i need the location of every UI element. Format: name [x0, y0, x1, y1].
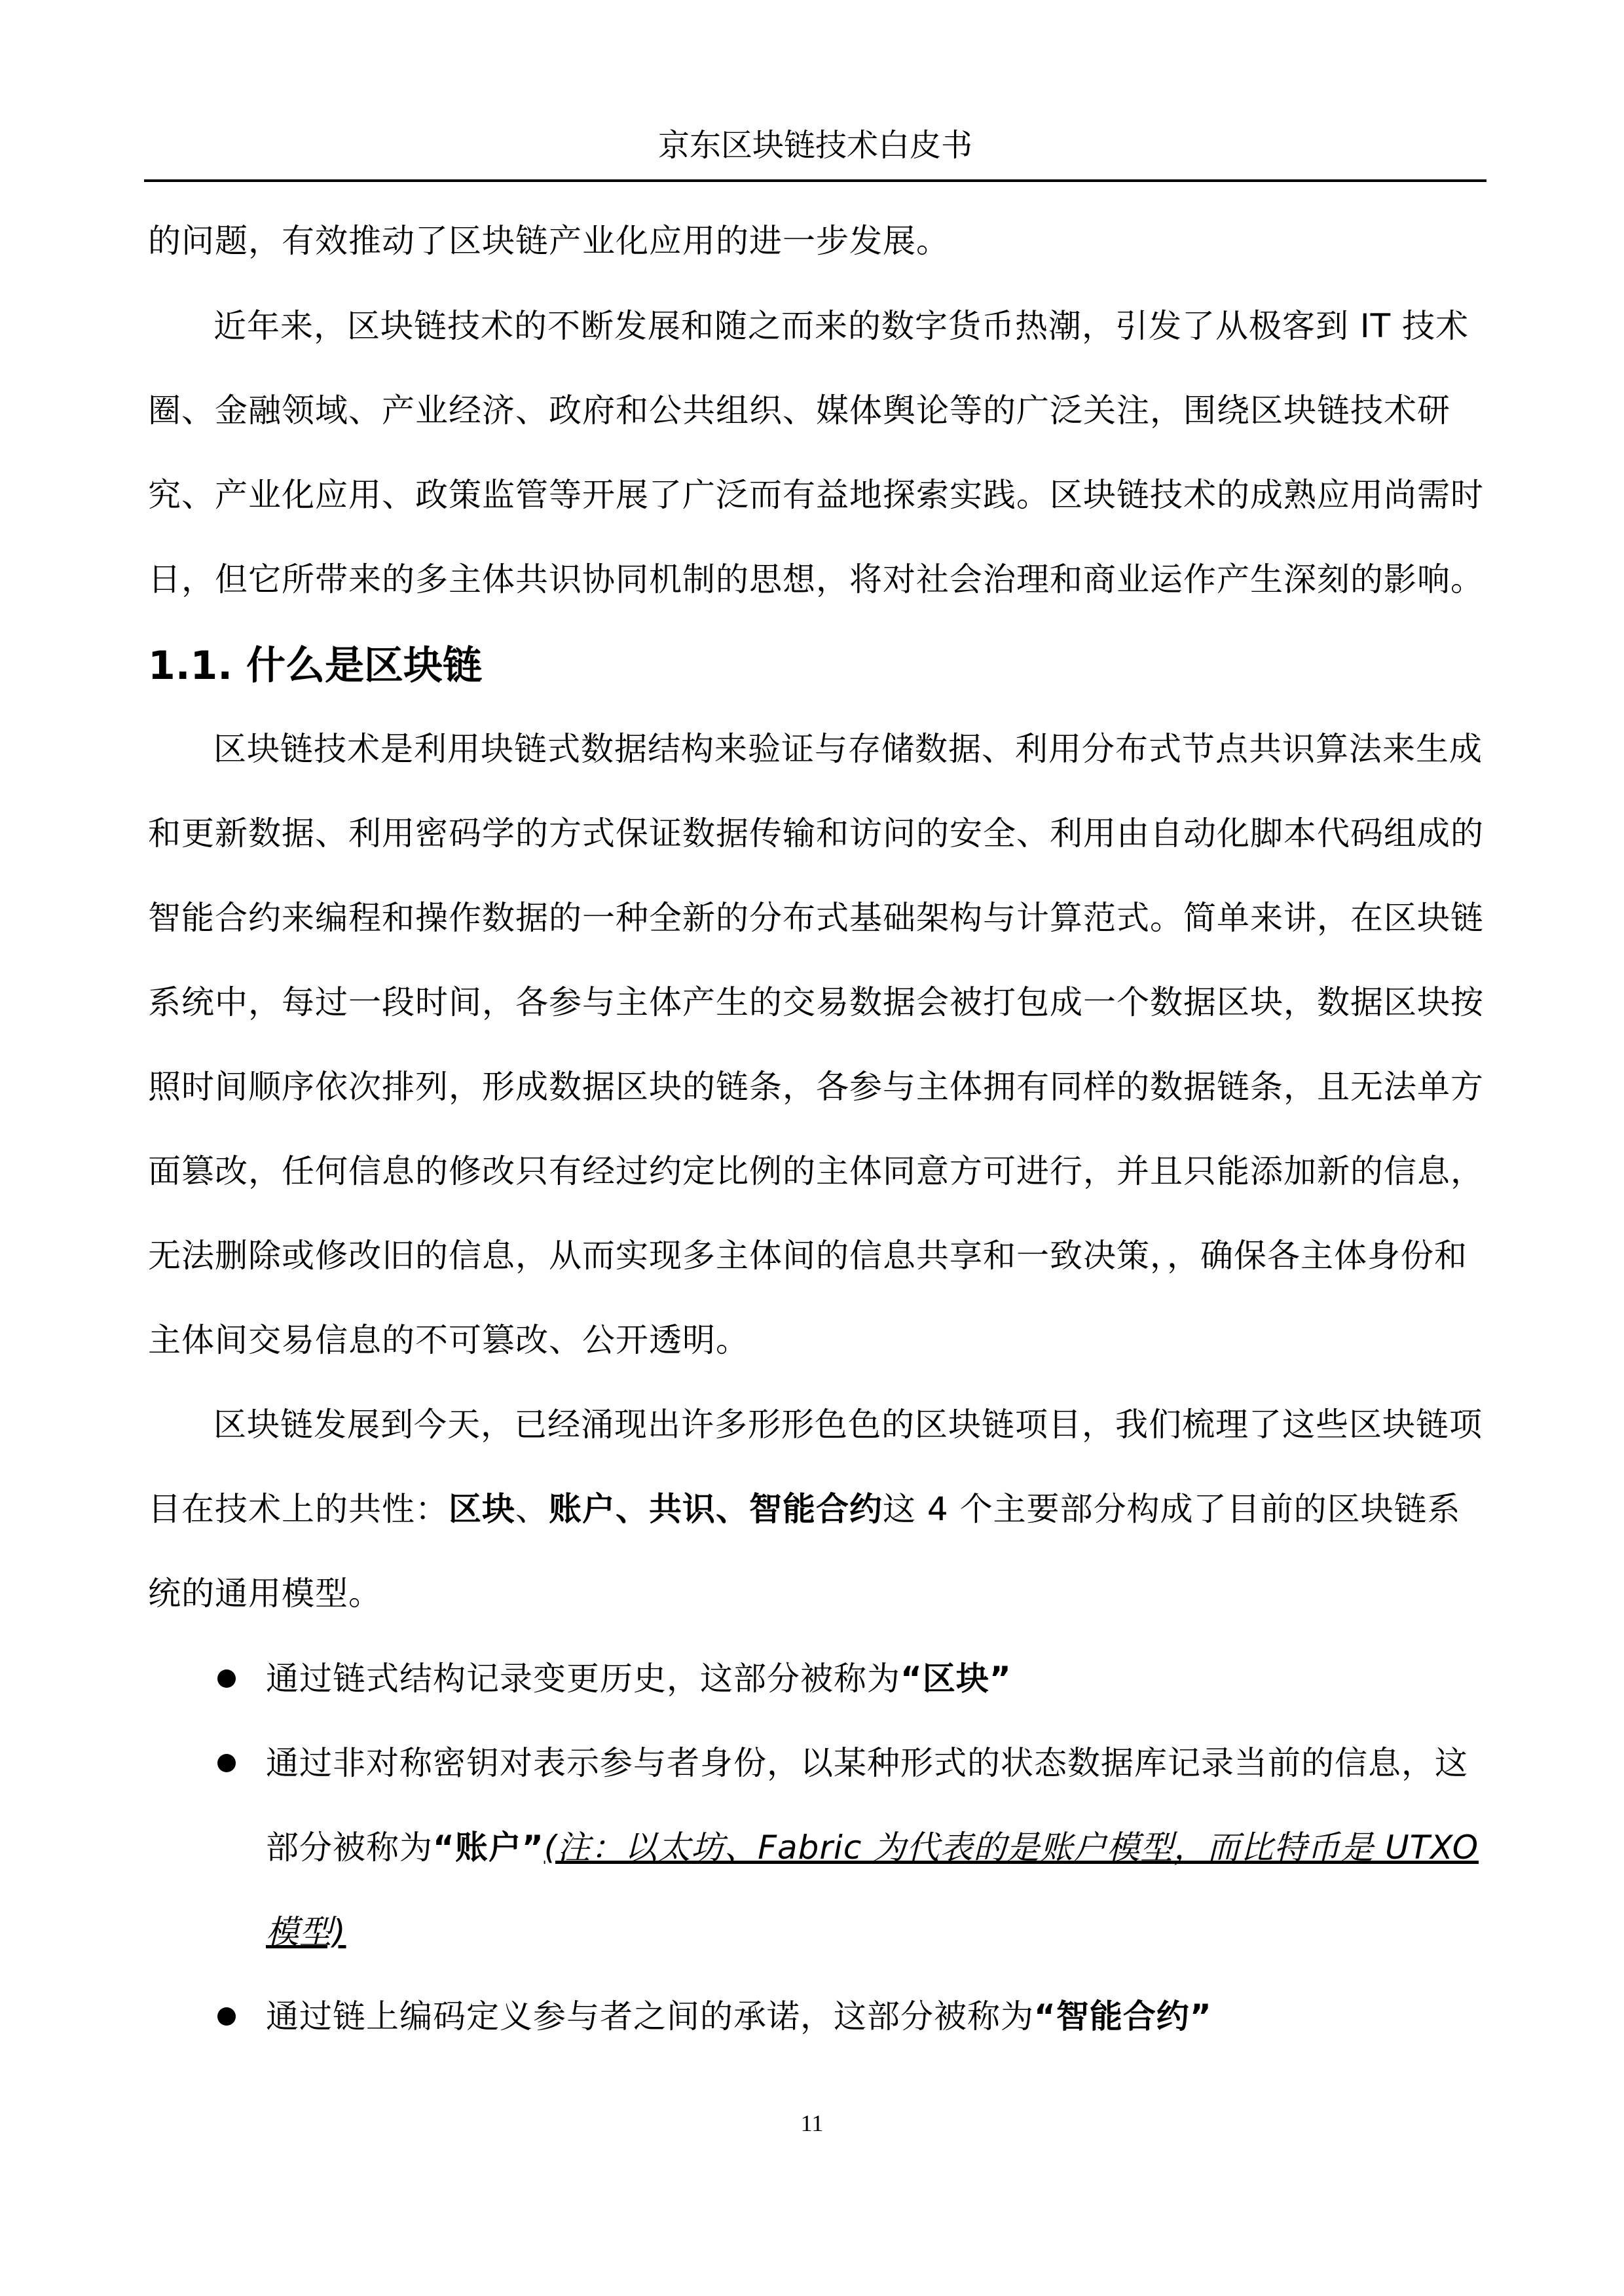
- list-item: [148, 1721, 1484, 1975]
- term-block: 区块: [449, 1490, 515, 1528]
- model-intro-text: 区块链发展到今天，已经涌现出许多形形色色的区块链项目，我们梳理了这些区块链项目在技术上的共性：: [148, 1406, 1483, 1528]
- bullet-term: “智能合约”: [1034, 1997, 1212, 2035]
- page-number: 11: [800, 2110, 824, 2136]
- separator: 、: [616, 1490, 649, 1528]
- page-header: [144, 122, 1486, 182]
- bullet-term: “账户”: [433, 1829, 544, 1867]
- paragraph-continuation: 的问题，有效推动了区块链产业化应用的进一步发展。: [148, 222, 950, 260]
- bullet-text: 通过链式结构记录变更历史，这部分被称为: [266, 1660, 900, 1698]
- bullet-list: [148, 1637, 1484, 2059]
- separator: 、: [515, 1490, 549, 1528]
- list-item: [148, 1975, 1484, 2059]
- document-title: 京东区块链技术白皮书: [657, 127, 972, 164]
- model-outro-text: 这 4 个主要部分构成了目前的区块链系统的通用模型。: [148, 1490, 1461, 1613]
- list-item: [148, 1637, 1484, 1721]
- section-heading: 1.1. 什么是区块链: [148, 643, 482, 689]
- bullet-icon: [217, 1669, 236, 1688]
- bullet-note: (注：以太坊、Fabric 为代表的是账户模型，而比特币是 UTXO 模型): [266, 1829, 1479, 1951]
- bullet-term: “区块”: [900, 1660, 1012, 1698]
- term-smart-contract: 智能合约: [749, 1490, 883, 1528]
- term-consensus: 共识: [649, 1490, 716, 1528]
- bullet-text: 通过链上编码定义参与者之间的承诺，这部分被称为: [266, 1997, 1034, 2035]
- bullet-text: 通过非对称密钥对表示参与者身份，以某种形式的状态数据库记录当前的信息，这部分被称为: [266, 1744, 1468, 1867]
- paragraph-definition: 区块链技术是利用块链式数据结构来验证与存储数据、利用分布式节点共识算法来生成和更新数据、利用密码学的方式保证数据传输和访问的安全、利用由自动化脚本代码组成的智能合约来编程和操作数据的一种全新的分布式基础架构与计算范式。简单来讲，在区块链系统中，每过一段时间，各参与主体产生的交易数据会被打包成一个数据区块，数据区块按照时间顺序依次排列，形成数据区块的链条，各参与主体拥有同样的数据链条，且无法单方面篡改，任何信息的修改只有经过约定比例的主体同意方可进行，并且只能添加新的信息，无法删除或修改旧的信息，从而实现多主体间的信息共享和一致决策，，确保各主体身份和主体间交易信息的不可篡改、公开透明。: [148, 730, 1484, 1359]
- separator: 、: [716, 1490, 749, 1528]
- term-account: 账户: [549, 1490, 616, 1528]
- bullet-icon: [217, 2007, 236, 2026]
- paragraph-intro: 近年来，区块链技术的不断发展和随之而来的数字货币热潮，引发了从极客到 IT 技术圈、金融领域、产业经济、政府和公共组织、媒体舆论等的广泛关注，围绕区块链技术研究、产业化应用、政策监管等开展了广泛而有益地探索实践。区块链技术的成熟应用尚需时日，但它所带来的多主体共识协同机制的思想，将对社会治理和商业运作产生深刻的影响。: [148, 307, 1484, 598]
- bullet-icon: [217, 1754, 236, 1772]
- paragraph-model: [148, 1383, 1484, 1636]
